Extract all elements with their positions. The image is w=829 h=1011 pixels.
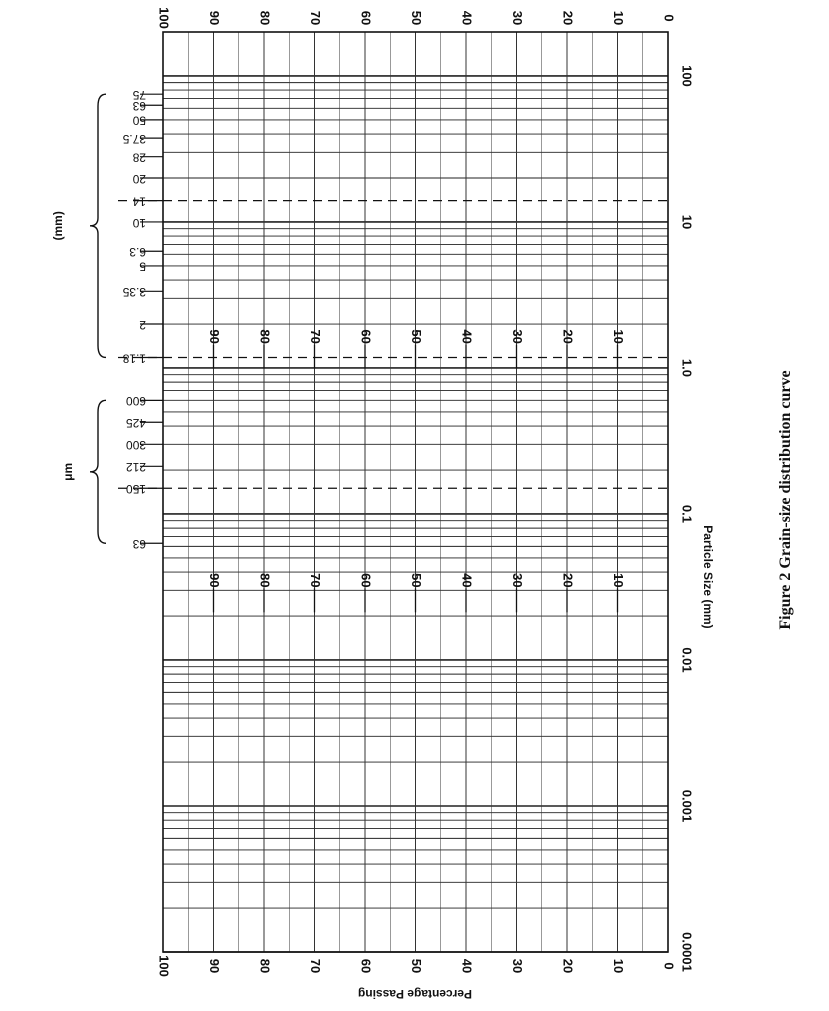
inner-percent-label: 70 [308,573,324,588]
inner-percent-label: 50 [409,329,425,344]
sieve-mm-label: 14 [132,194,146,209]
inner-percent-label: 30 [510,573,526,588]
unit-label-um: μm [61,462,75,481]
size-tick-label: 0.001 [679,789,695,823]
inner-percent-label: 90 [207,573,223,588]
inner-percent-label: 80 [257,573,273,588]
percent-tick-label: 90 [207,10,223,26]
percent-tick-label: 10 [611,10,627,26]
sieve-um-label: 212 [125,460,146,475]
inner-percent-label: 10 [611,329,627,344]
size-tick-label: 10 [679,214,695,230]
inner-percent-label: 10 [611,573,627,588]
size-tick-label: 0.0001 [679,932,695,972]
grid-lines [118,32,668,952]
size-tick-label: 0.1 [679,504,695,524]
sieve-mm-label: 75 [132,88,146,103]
sieve-um-label: 600 [125,394,146,409]
sieve-mm-label: 2 [139,317,146,332]
percent-tick-label: 0 [661,14,677,22]
percent-tick-label: 80 [257,958,273,974]
sieve-um-label: 425 [125,416,146,431]
percent-tick-label: 60 [358,10,374,26]
percent-tick-label: 30 [510,958,526,974]
percent-tick-label: 40 [459,10,475,26]
sieve-um-label: 63 [132,537,146,552]
inner-percent-label: 90 [207,329,223,344]
brace-mm [90,94,106,357]
percent-tick-label: 0 [661,962,677,970]
size-tick-label: 1.0 [679,358,695,378]
inner-percent-label: 40 [459,329,475,344]
inner-percent-label: 30 [510,329,526,344]
sieve-mm-label: 63 [132,99,146,114]
inner-percent-label: 20 [560,329,576,344]
figure-caption: Figure 2 Grain-size distribution curve [777,370,794,630]
y-axis-title: Percentage Passing [357,987,473,1001]
inner-percent-label: 80 [257,329,273,344]
percent-tick-label: 50 [409,958,425,974]
sieve-annotations [90,88,163,551]
inner-percent-label: 60 [358,329,374,344]
sieve-um-label: 300 [125,438,146,453]
percent-tick-label: 100 [156,7,172,29]
inner-percent-label: 50 [409,573,425,588]
size-tick-label: 0.01 [679,647,695,673]
percent-tick-label: 50 [409,10,425,26]
percent-tick-label: 30 [510,10,526,26]
sieve-mm-label: 1.18 [122,351,146,366]
percent-tick-label: 70 [308,958,324,974]
percent-tick-label: 70 [308,10,324,26]
sieve-um-label: 150 [125,482,146,497]
sieve-mm-label: 37.5 [122,131,146,146]
percent-tick-label: 90 [207,958,223,974]
percent-tick-label: 40 [459,958,475,974]
brace-um [90,400,106,543]
inner-percent-label: 20 [560,573,576,588]
percent-tick-label: 10 [611,958,627,974]
sieve-mm-label: 5 [139,259,146,274]
unit-label-mm: (mm) [51,211,65,241]
percent-tick-label: 100 [156,955,172,977]
x-axis-title: Particle Size (mm) [701,525,715,629]
sieve-mm-label: 20 [132,171,146,186]
sieve-mm-label: 6.3 [129,245,146,260]
percent-tick-label: 80 [257,10,273,26]
percent-tick-label: 20 [560,958,576,974]
size-tick-label: 100 [679,65,695,87]
inner-percent-label: 70 [308,329,324,344]
percent-tick-label: 20 [560,10,576,26]
inner-percent-label: 60 [358,573,374,588]
percent-tick-label: 60 [358,958,374,974]
sieve-mm-label: 10 [132,215,146,230]
sieve-mm-label: 50 [132,113,146,128]
inner-percent-label: 40 [459,573,475,588]
sieve-mm-label: 3.35 [122,285,146,300]
sieve-mm-label: 28 [132,150,146,165]
